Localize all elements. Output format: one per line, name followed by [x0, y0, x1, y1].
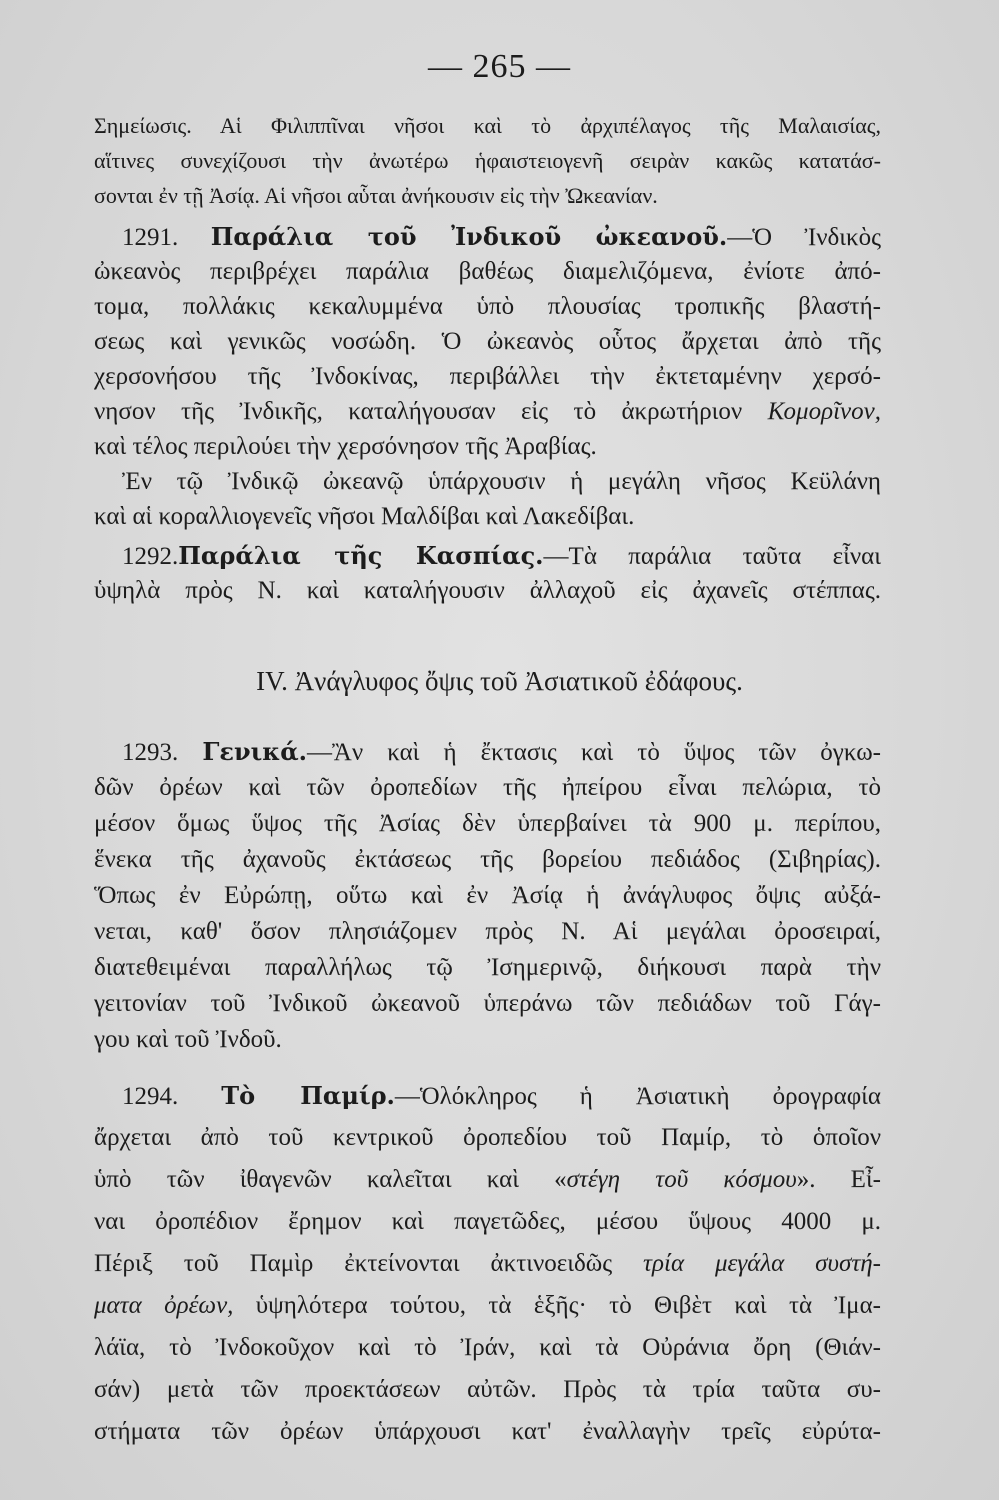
- paragraph-text: Πέριξ τοῦ Παμὶρ ἐκτείνονται ἀκτινοειδῶς: [94, 1250, 644, 1277]
- note-line-2: αἵτινες συνεχίζουσι τὴν ἀνωτέρω ἡφαιστειογενῆ σειρὰν κακῶς κατατάσ-: [94, 148, 881, 173]
- paragraph-line: γειτονίαν τοῦ Ἰνδικοῦ ὠκεανοῦ ὑπεράνω τῶν πεδιάδων τοῦ Γάγ-: [94, 990, 881, 1017]
- section-title: IV. Ἀνάγλυφος ὄψις τοῦ Ἀσιατικοῦ ἐδάφους.: [256, 666, 743, 696]
- paragraph-line: ἕνεκα τῆς ἀχανοῦς ἐκτάσεως τῆς βορείου πεδιάδος (Σιβηρίας).: [94, 846, 881, 873]
- paragraph-line: καὶ τέλος περιλούει τὴν χερσόνησον τῆς Ἀραβίας.: [94, 433, 597, 460]
- paragraph-text: —Ὁ Ἰνδικὸς: [727, 224, 881, 251]
- paragraph-line: Ἐν τῷ Ἰνδικῷ ὠκεανῷ ὑπάρχουσιν ἡ μεγάλη νῆσος Κεϋλάνη: [122, 468, 881, 495]
- paragraph-text: —Τὰ παράλια ταῦτα εἶναι: [543, 543, 881, 570]
- paragraph-line: ναι ὀροπέδιον ἔρημον καὶ παγετῶδες, μέσου ὕψους 4000 μ.: [94, 1208, 881, 1235]
- paragraph-1294-heading-line: [122, 1080, 881, 1113]
- paragraph-line: γου καὶ τοῦ Ἰνδοῦ.: [94, 1026, 282, 1053]
- paragraph-number: 1292.: [122, 543, 179, 570]
- paragraph-line: [94, 396, 881, 428]
- paragraph-line: ὑψηλὰ πρὸς Ν. καὶ καταλήγουσιν ἀλλαχοῦ εἰς ἀχανεῖς στέππας.: [94, 577, 881, 604]
- paragraph-1292-heading-line: [122, 540, 881, 573]
- paragraph-line: ὠκεανὸς περιβρέχει παράλια βαθέως διαμελιζόμενα, ἐνίοτε ἀπό-: [94, 258, 881, 285]
- paragraph-line: σάν) μετὰ τῶν προεκτάσεων αὐτῶν. Πρὸς τὰ τρία ταῦτα συ-: [94, 1376, 881, 1403]
- paragraph-line: σεως καὶ γενικῶς νοσώδη. Ὁ ὠκεανὸς οὗτος ἄρχεται ἀπὸ τῆς: [94, 328, 881, 355]
- paragraph-line: τομα, πολλάκις κεκαλυμμένα ὑπὸ πλουσίας τροπικῆς βλαστή-: [94, 293, 881, 320]
- italic-place-name: Κομορῖνον,: [767, 398, 881, 425]
- paragraph-line: νεται, καθ' ὅσον πλησιάζομεν πρὸς Ν. Αἱ μεγάλαι ὀροσειραί,: [94, 918, 881, 945]
- paragraph-line: [94, 1164, 881, 1196]
- paragraph-number: 1293.: [122, 739, 179, 766]
- paragraph-line: Ὅπως ἐν Εὐρώπῃ, οὕτω καὶ ἐν Ἀσίᾳ ἡ ἀνάγλυφος ὄψις αὐξά-: [94, 882, 881, 909]
- paragraph-text: ». Εἶ-: [796, 1166, 881, 1193]
- paragraph-1291-heading-line: [122, 221, 881, 254]
- paragraph-line: μέσον ὅμως ὕψος τῆς Ἀσίας δὲν ὑπερβαίνει τὰ 900 μ. περίπου,: [94, 810, 881, 837]
- italic-phrase: τρία μεγάλα συστή-: [643, 1250, 881, 1277]
- paragraph-text: ὑπὸ τῶν ἰθαγενῶν καλεῖται καὶ «: [94, 1166, 567, 1193]
- paragraph-text: —Ὁλόκληρος ἡ Ἀσιατικὴ ὀρογραφία: [394, 1083, 881, 1110]
- paragraph-line: ἄρχεται ἀπὸ τοῦ κεντρικοῦ ὀροπεδίου τοῦ Παμίρ, τὸ ὁποῖον: [94, 1124, 881, 1151]
- paragraph-line: καὶ αἱ κοραλλιογενεῖς νῆσοι Μαλδίβαι καὶ Λακεδίβαι.: [94, 503, 635, 530]
- paragraph-heading: Τὸ Παμίρ.: [221, 1081, 395, 1110]
- paragraph-number: 1294.: [122, 1083, 179, 1110]
- note-line-1: Σημείωσις. Αἱ Φιλιππῖναι νῆσοι καὶ τὸ ἀρχιπέλαγος τῆς Μαλαισίας,: [94, 113, 881, 138]
- paragraph-text: ὑψηλότερα τούτου, τὰ ἑξῆς· τὸ Θιβὲτ καὶ τὰ Ἰμα-: [233, 1292, 881, 1319]
- paragraph-1293-heading-line: [122, 736, 881, 769]
- paragraph-heading: Παράλια τοῦ Ἰνδικοῦ ὠκεανοῦ.: [210, 222, 728, 251]
- paragraph-line: στήματα τῶν ὀρέων ὑπάρχουσι κατ' ἐναλλαγὴν τρεῖς εὐρύτα-: [94, 1418, 881, 1445]
- paragraph-number: 1291.: [122, 224, 179, 251]
- paragraph-text: νησον τῆς Ἰνδικῆς, καταλήγουσαν εἰς τὸ ἀκρωτήριον: [94, 398, 743, 425]
- paragraph-line: λάϊα, τὸ Ἰνδοκοῦχον καὶ τὸ Ἰράν, καὶ τὰ Οὐράνια ὄρη (Θιάν-: [94, 1334, 881, 1361]
- paragraph-line: [94, 1248, 881, 1280]
- paragraph-heading: Γενικά.: [202, 737, 308, 766]
- italic-phrase: ματα ὀρέων,: [94, 1292, 234, 1319]
- paragraph-line: [94, 1290, 881, 1322]
- paragraph-line: χερσονήσου τῆς Ἰνδοκίνας, περιβάλλει τὴν ἐκτεταμένην χερσό-: [94, 363, 881, 390]
- note-line-3: σονται ἐν τῇ Ἀσίᾳ. Αἱ νῆσοι αὗται ἀνήκουσιν εἰς τὴν Ὠκεανίαν.: [94, 183, 658, 208]
- page-number: — 265 —: [428, 48, 571, 85]
- paragraph-line: διατεθειμέναι παραλλήλως τῷ Ἰσημερινῷ, διήκουσι παρὰ τὴν: [94, 954, 881, 981]
- paragraph-text: —Ἂν καὶ ἡ ἔκτασις καὶ τὸ ὕψος τῶν ὀγκω-: [307, 739, 881, 766]
- paragraph-line: δῶν ὀρέων καὶ τῶν ὀροπεδίων τῆς ἠπείρου εἶναι πελώρια, τὸ: [94, 774, 881, 801]
- italic-phrase: στέγη τοῦ κόσμου: [566, 1166, 797, 1193]
- paragraph-heading: Παράλια τῆς Κασπίας.: [178, 541, 544, 570]
